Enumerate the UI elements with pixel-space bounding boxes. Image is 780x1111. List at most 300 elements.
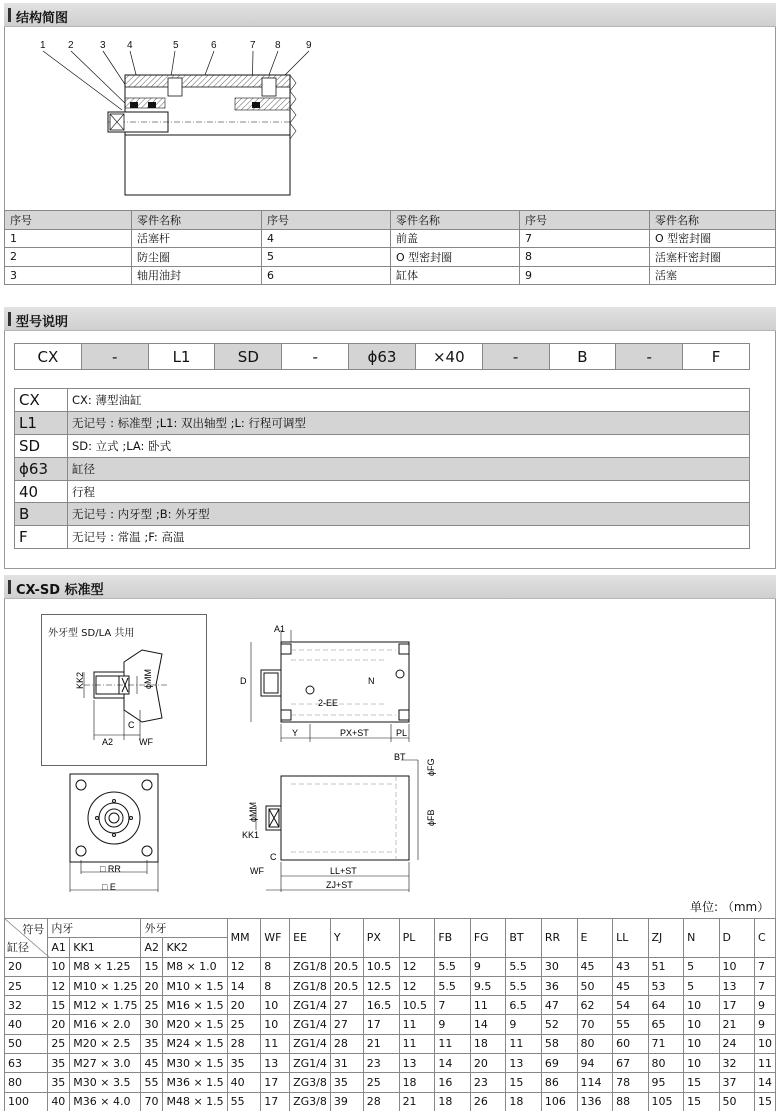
table-cell: 17 bbox=[719, 996, 754, 1015]
table-cell: 8 bbox=[520, 248, 650, 267]
table-cell: M10 × 1.25 bbox=[70, 976, 141, 995]
table-cell: 10.5 bbox=[399, 996, 435, 1015]
table-cell: 13 bbox=[719, 976, 754, 995]
parts-header-cell: 序号 bbox=[520, 211, 650, 230]
dim-header-cell: RR bbox=[541, 919, 577, 958]
table-row bbox=[5, 229, 776, 248]
code-key: L1 bbox=[15, 411, 68, 434]
table-cell: M12 × 1.75 bbox=[70, 996, 141, 1015]
table-cell: 14 bbox=[227, 976, 261, 995]
code-key: SD bbox=[15, 434, 68, 457]
table-cell: 11 bbox=[399, 1015, 435, 1034]
callout-3: 3 bbox=[100, 40, 106, 51]
dim-label-wf: WF bbox=[139, 737, 153, 747]
table-cell: 2 bbox=[5, 248, 132, 267]
table-cell: 15 bbox=[48, 996, 70, 1015]
dim-header-cell: E bbox=[577, 919, 613, 958]
table-cell: 80 bbox=[5, 1073, 48, 1092]
table-cell: 25 bbox=[363, 1073, 399, 1092]
table-row bbox=[5, 996, 776, 1015]
table-row bbox=[15, 526, 750, 549]
table-cell: 活塞杆 bbox=[132, 229, 262, 248]
table-cell: M10 × 1.5 bbox=[163, 976, 227, 995]
dim-label-zjst: ZJ+ST bbox=[326, 880, 353, 890]
table-cell: 62 bbox=[577, 996, 613, 1015]
model-code-part: - bbox=[82, 344, 149, 369]
table-cell: 60 bbox=[613, 1034, 648, 1053]
dim-header-outer: 外牙 bbox=[141, 919, 227, 938]
table-cell: 20 bbox=[48, 1015, 70, 1034]
dim-header-cell: FB bbox=[435, 919, 471, 958]
callout-1: 1 bbox=[40, 40, 46, 51]
table-cell: 50 bbox=[5, 1034, 48, 1053]
table-cell: 21 bbox=[363, 1034, 399, 1053]
table-cell: M16 × 2.0 bbox=[70, 1015, 141, 1034]
section-header-structure bbox=[4, 3, 776, 27]
table-cell: 100 bbox=[5, 1092, 48, 1111]
table-cell: 12 bbox=[399, 957, 435, 976]
dim-header-a2: A2 bbox=[141, 938, 163, 957]
callout-8: 8 bbox=[275, 40, 281, 51]
model-code-part: - bbox=[282, 344, 349, 369]
table-cell: 10 bbox=[261, 996, 290, 1015]
code-desc: 无记号 : 常温 ;F: 高温 bbox=[68, 526, 750, 549]
table-cell: 30 bbox=[541, 957, 577, 976]
table-cell: 9 bbox=[755, 996, 776, 1015]
table-cell: 53 bbox=[648, 976, 684, 995]
table-cell: 14 bbox=[755, 1073, 776, 1092]
dim-header-cell: C bbox=[755, 919, 776, 958]
table-cell: 20.5 bbox=[330, 976, 363, 995]
table-cell: 58 bbox=[541, 1034, 577, 1053]
table-cell: 11 bbox=[261, 1034, 290, 1053]
dim-header-cell: PL bbox=[399, 919, 435, 958]
model-code-part: - bbox=[616, 344, 683, 369]
table-cell: 24 bbox=[719, 1034, 754, 1053]
table-cell: 11 bbox=[435, 1034, 471, 1053]
code-key: CX bbox=[15, 389, 68, 412]
table-cell: 40 bbox=[48, 1092, 70, 1111]
table-cell: 10 bbox=[755, 1034, 776, 1053]
table-cell: O 型密封圈 bbox=[650, 229, 776, 248]
dim-header-cell: LL bbox=[613, 919, 648, 958]
table-cell: 5 bbox=[684, 957, 719, 976]
front-view-drawing bbox=[60, 770, 170, 898]
table-row bbox=[5, 1054, 776, 1073]
parts-header-cell: 零件名称 bbox=[650, 211, 776, 230]
table-row bbox=[5, 1015, 776, 1034]
dimension-table bbox=[4, 918, 776, 1111]
table-cell: 95 bbox=[648, 1073, 684, 1092]
dim-header-bore: 缸径 bbox=[7, 940, 29, 954]
dim-label-pxst: PX+ST bbox=[340, 728, 369, 738]
table-cell: 20 bbox=[470, 1054, 506, 1073]
table-cell: 25 bbox=[48, 1034, 70, 1053]
table-cell: 8 bbox=[261, 976, 290, 995]
table-cell: 55 bbox=[227, 1092, 261, 1111]
table-cell: ZG1/4 bbox=[290, 1054, 331, 1073]
table-cell: 50 bbox=[577, 976, 613, 995]
table-cell: 21 bbox=[399, 1092, 435, 1111]
table-cell: 12 bbox=[48, 976, 70, 995]
dim-label-n: N bbox=[368, 676, 375, 686]
dim-label-pl: PL bbox=[396, 728, 408, 738]
table-cell: 28 bbox=[363, 1092, 399, 1111]
table-cell: 7 bbox=[755, 976, 776, 995]
side-view-top-drawing bbox=[236, 620, 436, 745]
table-cell: 10 bbox=[261, 1015, 290, 1034]
table-cell: 6.5 bbox=[506, 996, 542, 1015]
table-cell: 18 bbox=[470, 1034, 506, 1053]
dim-header-cell: MM bbox=[227, 919, 261, 958]
dim-label-bt: BT bbox=[394, 752, 406, 762]
inset-drawing bbox=[44, 640, 204, 760]
table-cell: 35 bbox=[141, 1034, 163, 1053]
code-desc: 行程 bbox=[68, 480, 750, 503]
table-cell: 28 bbox=[227, 1034, 261, 1053]
table-cell: 32 bbox=[719, 1054, 754, 1073]
model-code-part: ×40 bbox=[416, 344, 483, 369]
table-cell: 70 bbox=[577, 1015, 613, 1034]
table-cell: 114 bbox=[577, 1073, 613, 1092]
table-cell: 69 bbox=[541, 1054, 577, 1073]
model-code-part: CX bbox=[15, 344, 82, 369]
parts-header-cell: 序号 bbox=[262, 211, 391, 230]
table-cell: 80 bbox=[648, 1054, 684, 1073]
table-cell: 9 bbox=[520, 266, 650, 285]
table-cell: 35 bbox=[227, 1054, 261, 1073]
table-cell: 8 bbox=[261, 957, 290, 976]
table-cell: 5.5 bbox=[435, 957, 471, 976]
model-code-part: L1 bbox=[149, 344, 216, 369]
dim-label-mm: ϕMM bbox=[143, 668, 153, 689]
table-cell: 67 bbox=[613, 1054, 648, 1073]
table-cell: 11 bbox=[470, 996, 506, 1015]
section-title: 结构简图 bbox=[16, 11, 69, 26]
table-row bbox=[15, 503, 750, 526]
table-cell: 1 bbox=[5, 229, 132, 248]
table-cell: 25 bbox=[227, 1015, 261, 1034]
table-cell: 32 bbox=[5, 996, 48, 1015]
structure-diagram bbox=[30, 38, 350, 203]
table-cell: 21 bbox=[719, 1015, 754, 1034]
code-key: B bbox=[15, 503, 68, 526]
dim-label-d: D bbox=[240, 676, 247, 686]
dim-label-y: Y bbox=[292, 728, 299, 738]
dim-header-cell: WF bbox=[261, 919, 290, 958]
table-cell: 27 bbox=[330, 996, 363, 1015]
table-cell: M36 × 1.5 bbox=[163, 1073, 227, 1092]
table-cell: 10 bbox=[684, 1015, 719, 1034]
table-cell: 36 bbox=[541, 976, 577, 995]
table-cell: 27 bbox=[330, 1015, 363, 1034]
table-cell: ZG3/8 bbox=[290, 1073, 331, 1092]
table-cell: 15 bbox=[684, 1092, 719, 1111]
table-cell: 17 bbox=[363, 1015, 399, 1034]
table-cell: M24 × 1.5 bbox=[163, 1034, 227, 1053]
table-cell: 40 bbox=[5, 1015, 48, 1034]
dim-header-cell: ZJ bbox=[648, 919, 684, 958]
table-cell: 136 bbox=[577, 1092, 613, 1111]
table-row bbox=[15, 411, 750, 434]
table-row bbox=[15, 434, 750, 457]
dim-corner-cell bbox=[5, 919, 48, 958]
callout-9: 9 bbox=[306, 40, 312, 51]
table-cell: 63 bbox=[5, 1054, 48, 1073]
table-cell: 45 bbox=[141, 1054, 163, 1073]
code-desc: 无记号 : 标准型 ;L1: 双出轴型 ;L: 行程可调型 bbox=[68, 411, 750, 434]
table-cell: 20 bbox=[5, 957, 48, 976]
table-cell: 10.5 bbox=[363, 957, 399, 976]
dim-header-cell: PX bbox=[363, 919, 399, 958]
table-cell: 70 bbox=[141, 1092, 163, 1111]
unit-label: 单位: （mm） bbox=[690, 900, 770, 914]
inset-title: 外牙型 SD/LA 共用 bbox=[48, 628, 135, 639]
callout-6: 6 bbox=[211, 40, 217, 51]
dim-header-kk2: KK2 bbox=[163, 938, 227, 957]
table-cell: 31 bbox=[330, 1054, 363, 1073]
dim-label-kk1: KK1 bbox=[242, 830, 260, 840]
table-cell: 9.5 bbox=[470, 976, 506, 995]
table-cell: 26 bbox=[470, 1092, 506, 1111]
code-desc: 无记号 : 内牙型 ;B: 外牙型 bbox=[68, 503, 750, 526]
side-view-bottom-drawing bbox=[236, 752, 436, 897]
table-cell: 50 bbox=[719, 1092, 754, 1111]
model-code-row bbox=[14, 343, 750, 370]
table-cell: 12.5 bbox=[363, 976, 399, 995]
table-cell: 7 bbox=[435, 996, 471, 1015]
dim-header-cell: Y bbox=[330, 919, 363, 958]
dim-label-c2: C bbox=[270, 852, 277, 862]
table-cell: 9 bbox=[435, 1015, 471, 1034]
table-cell: M20 × 1.5 bbox=[163, 1015, 227, 1034]
table-cell: 30 bbox=[141, 1015, 163, 1034]
table-row bbox=[5, 976, 776, 995]
dim-label-fg: ϕFG bbox=[426, 758, 436, 776]
table-cell: 14 bbox=[470, 1015, 506, 1034]
table-cell: 10 bbox=[48, 957, 70, 976]
table-cell: 15 bbox=[141, 957, 163, 976]
table-cell: 25 bbox=[5, 976, 48, 995]
table-cell: M8 × 1.0 bbox=[163, 957, 227, 976]
table-cell: 47 bbox=[541, 996, 577, 1015]
table-cell: 25 bbox=[141, 996, 163, 1015]
dim-label-rr: □ RR bbox=[100, 864, 121, 874]
table-cell: 5.5 bbox=[435, 976, 471, 995]
table-cell: ZG1/4 bbox=[290, 1034, 331, 1053]
table-cell: 94 bbox=[577, 1054, 613, 1073]
dim-header-row-1 bbox=[5, 919, 776, 938]
table-row bbox=[15, 389, 750, 412]
table-cell: 39 bbox=[330, 1092, 363, 1111]
code-desc: CX: 薄型油缸 bbox=[68, 389, 750, 412]
dim-label-mm2: ϕMM bbox=[248, 801, 258, 822]
dim-label-c: C bbox=[128, 720, 135, 730]
table-cell: M30 × 1.5 bbox=[163, 1054, 227, 1073]
table-cell: 16.5 bbox=[363, 996, 399, 1015]
parts-header-cell: 序号 bbox=[5, 211, 132, 230]
section-title: CX-SD 标准型 bbox=[16, 583, 104, 598]
table-row bbox=[5, 266, 776, 285]
dim-label-a2: A2 bbox=[102, 737, 114, 747]
table-cell: 88 bbox=[613, 1092, 648, 1111]
table-cell: 13 bbox=[506, 1054, 542, 1073]
table-cell: 18 bbox=[399, 1073, 435, 1092]
code-key: ϕ63 bbox=[15, 457, 68, 480]
table-cell: M20 × 2.5 bbox=[70, 1034, 141, 1053]
table-cell: M27 × 3.0 bbox=[70, 1054, 141, 1073]
table-cell: 6 bbox=[262, 266, 391, 285]
table-row bbox=[15, 480, 750, 503]
table-cell: 前盖 bbox=[391, 229, 520, 248]
table-cell: 10 bbox=[719, 957, 754, 976]
table-cell: 13 bbox=[399, 1054, 435, 1073]
table-cell: 23 bbox=[363, 1054, 399, 1073]
dim-header-cell: FG bbox=[470, 919, 506, 958]
table-cell: 18 bbox=[435, 1092, 471, 1111]
code-desc: 缸径 bbox=[68, 457, 750, 480]
table-cell: 17 bbox=[261, 1073, 290, 1092]
table-cell: 9 bbox=[755, 1015, 776, 1034]
dim-header-a1: A1 bbox=[48, 938, 70, 957]
table-cell: 64 bbox=[648, 996, 684, 1015]
code-desc: SD: 立式 ;LA: 卧式 bbox=[68, 434, 750, 457]
table-cell: 78 bbox=[613, 1073, 648, 1092]
section-title: 型号说明 bbox=[16, 315, 69, 330]
callout-4: 4 bbox=[127, 40, 133, 51]
section-header-standard bbox=[4, 575, 776, 599]
table-cell: 5 bbox=[262, 248, 391, 267]
table-cell: 12 bbox=[399, 976, 435, 995]
table-row bbox=[5, 248, 776, 267]
table-cell: 16 bbox=[435, 1073, 471, 1092]
table-cell: 5.5 bbox=[506, 957, 542, 976]
table-cell: 轴用油封 bbox=[132, 266, 262, 285]
table-cell: ZG1/8 bbox=[290, 957, 331, 976]
code-key: F bbox=[15, 526, 68, 549]
model-code-part: - bbox=[483, 344, 550, 369]
dim-label-ee: 2-EE bbox=[318, 698, 339, 708]
table-row bbox=[5, 1092, 776, 1111]
table-cell: 防尘圈 bbox=[132, 248, 262, 267]
table-cell: O 型密封圈 bbox=[391, 248, 520, 267]
table-row bbox=[5, 957, 776, 976]
parts-header-cell: 零件名称 bbox=[132, 211, 262, 230]
model-code-part: SD bbox=[215, 344, 282, 369]
table-cell: 55 bbox=[141, 1073, 163, 1092]
table-cell: 20 bbox=[141, 976, 163, 995]
dim-header-cell: EE bbox=[290, 919, 331, 958]
table-cell: 45 bbox=[577, 957, 613, 976]
dim-label-kk2: KK2 bbox=[75, 671, 85, 689]
table-cell: ZG1/4 bbox=[290, 996, 331, 1015]
table-cell: 86 bbox=[541, 1073, 577, 1092]
table-cell: 13 bbox=[261, 1054, 290, 1073]
model-code-part: B bbox=[550, 344, 617, 369]
dim-header-kk1: KK1 bbox=[70, 938, 141, 957]
dim-header-cell: BT bbox=[506, 919, 542, 958]
table-cell: 23 bbox=[470, 1073, 506, 1092]
table-cell: M8 × 1.25 bbox=[70, 957, 141, 976]
table-cell: M30 × 3.5 bbox=[70, 1073, 141, 1092]
table-cell: ZG1/4 bbox=[290, 1015, 331, 1034]
table-row bbox=[5, 1073, 776, 1092]
table-cell: 10 bbox=[684, 1054, 719, 1073]
dim-label-a1: A1 bbox=[274, 624, 286, 634]
dim-label-wf2: WF bbox=[250, 866, 264, 876]
table-cell: 35 bbox=[48, 1054, 70, 1073]
table-cell: 65 bbox=[648, 1015, 684, 1034]
parts-header-cell: 零件名称 bbox=[391, 211, 520, 230]
table-cell: 54 bbox=[613, 996, 648, 1015]
table-cell: 35 bbox=[48, 1073, 70, 1092]
table-cell: 18 bbox=[506, 1092, 542, 1111]
table-cell: 52 bbox=[541, 1015, 577, 1034]
table-cell: ZG1/8 bbox=[290, 976, 331, 995]
table-cell: 12 bbox=[227, 957, 261, 976]
table-cell: 5 bbox=[684, 976, 719, 995]
table-cell: 35 bbox=[330, 1073, 363, 1092]
dim-header-cell: D bbox=[719, 919, 754, 958]
table-cell: 4 bbox=[262, 229, 391, 248]
code-key: 40 bbox=[15, 480, 68, 503]
table-cell: 15 bbox=[506, 1073, 542, 1092]
dim-header-symbol: 符号 bbox=[22, 923, 45, 936]
parts-header-row bbox=[5, 211, 776, 230]
table-cell: 10 bbox=[684, 996, 719, 1015]
table-cell: 28 bbox=[330, 1034, 363, 1053]
table-cell: 缸体 bbox=[391, 266, 520, 285]
table-cell: 10 bbox=[684, 1034, 719, 1053]
table-cell: 20 bbox=[227, 996, 261, 1015]
table-cell: 14 bbox=[435, 1054, 471, 1073]
table-cell: 5.5 bbox=[506, 976, 542, 995]
table-cell: 11 bbox=[506, 1034, 542, 1053]
table-cell: M16 × 1.5 bbox=[163, 996, 227, 1015]
table-cell: M36 × 4.0 bbox=[70, 1092, 141, 1111]
table-cell: 43 bbox=[613, 957, 648, 976]
table-cell: 51 bbox=[648, 957, 684, 976]
table-cell: 71 bbox=[648, 1034, 684, 1053]
dim-label-fb: ϕFB bbox=[426, 809, 436, 826]
dim-label-llst: LL+ST bbox=[330, 866, 357, 876]
dimension-table-body bbox=[5, 957, 776, 1111]
dim-header-cell: N bbox=[684, 919, 719, 958]
model-code-part: ϕ63 bbox=[349, 344, 416, 369]
table-cell: 11 bbox=[755, 1054, 776, 1073]
table-cell: 40 bbox=[227, 1073, 261, 1092]
callout-5: 5 bbox=[173, 40, 179, 51]
table-row bbox=[15, 457, 750, 480]
dim-header-inner: 内牙 bbox=[48, 919, 141, 938]
section-header-model bbox=[4, 307, 776, 331]
table-cell: 9 bbox=[506, 1015, 542, 1034]
callout-7: 7 bbox=[250, 40, 256, 51]
table-cell: 37 bbox=[719, 1073, 754, 1092]
table-cell: 55 bbox=[613, 1015, 648, 1034]
table-cell: 15 bbox=[755, 1092, 776, 1111]
table-cell: 3 bbox=[5, 266, 132, 285]
table-cell: 20.5 bbox=[330, 957, 363, 976]
table-cell: 15 bbox=[684, 1073, 719, 1092]
table-cell: 17 bbox=[261, 1092, 290, 1111]
table-cell: 活塞 bbox=[650, 266, 776, 285]
table-cell: 9 bbox=[470, 957, 506, 976]
table-cell: 11 bbox=[399, 1034, 435, 1053]
model-code-part: F bbox=[711, 347, 721, 366]
table-row bbox=[5, 1034, 776, 1053]
table-cell: 活塞杆密封圈 bbox=[650, 248, 776, 267]
